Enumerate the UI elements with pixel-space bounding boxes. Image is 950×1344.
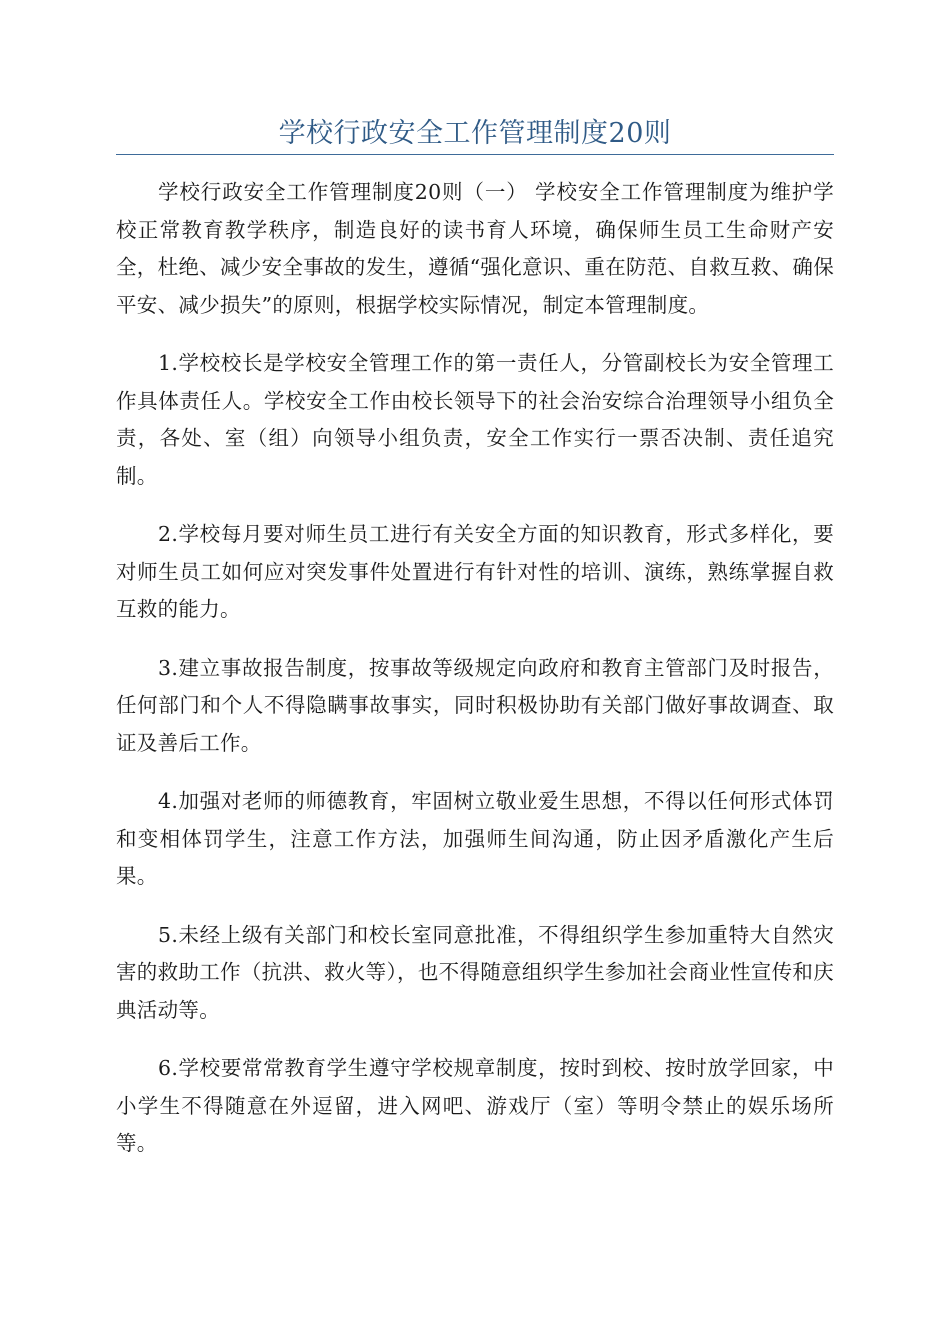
paragraph-item-3: 3.建立事故报告制度，按事故等级规定向政府和教育主管部门及时报告，任何部门和个人不得隐瞒事故事实，同时积极协助有关部门做好事故调查、取证及善后工作。 xyxy=(116,655,834,755)
paragraph-item-1: 1.学校校长是学校安全管理工作的第一责任人，分管副校长为安全管理工作具体责任人。学校安全工作由校长领导下的社会治安综合治理领导小组负全责，各处、室（组）向领导小组负责，安全工作实行一票否决制、责任追究制。 xyxy=(116,351,834,488)
paragraph-item-6: 6.学校要常常教育学生遵守学校规章制度，按时到校、按时放学回家，中小学生不得随意在外逗留，进入网吧、游戏厅（室）等明令禁止的娱乐场所等。 xyxy=(116,1056,834,1155)
document-body xyxy=(116,174,834,1184)
paragraph-intro: 学校行政安全工作管理制度20则（一） 学校安全工作管理制度为维护学校正常教育教学秩序，制造良好的读书育人环境，确保师生员工生命财产安全，杜绝、减少安全事故的发生，遵循“强化意识、重在防范、自救互救、确保平安、减少损失”的原则，根据学校实际情况，制定本管理制度。 xyxy=(116,180,834,317)
paragraph-item-4: 4.加强对老师的师德教育，牢固树立敬业爱生思想，不得以任何形式体罚和变相体罚学生，注意工作方法，加强师生间沟通，防止因矛盾激化产生后果。 xyxy=(116,789,834,888)
paragraph-item-5: 5.未经上级有关部门和校长室同意批准，不得组织学生参加重特大自然灾害的救助工作（抗洪、救火等），也不得随意组织学生参加社会商业性宣传和庆典活动等。 xyxy=(116,922,834,1022)
title-underline xyxy=(116,154,834,155)
page-title: 学校行政安全工作管理制度20则 xyxy=(278,118,672,149)
paragraph-item-2: 2.学校每月要对师生员工进行有关安全方面的知识教育，形式多样化，要对师生员工如何应对突发事件处置进行有针对性的培训、演练，熟练掌握自救互救的能力。 xyxy=(116,522,834,621)
